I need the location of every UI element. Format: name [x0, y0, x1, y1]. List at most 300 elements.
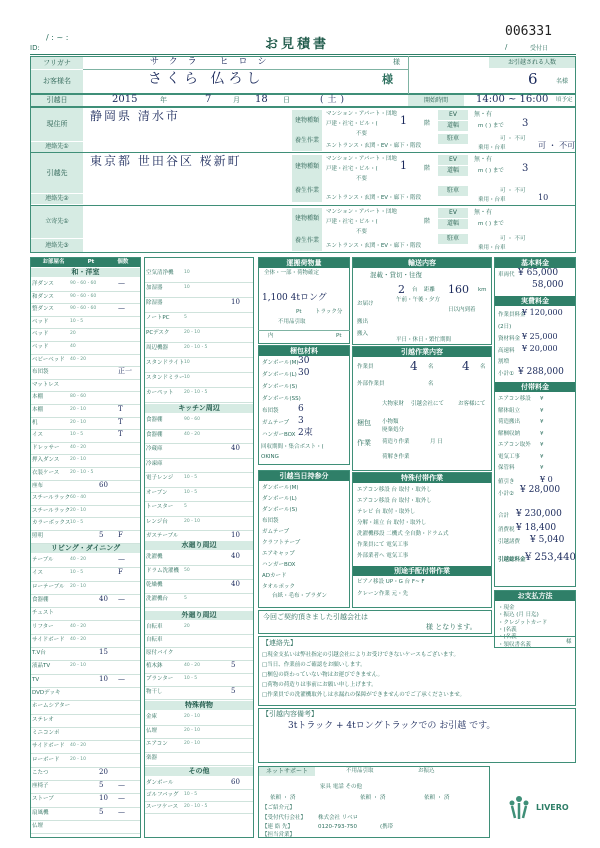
table-row	[31, 715, 140, 728]
move-year: 2015	[112, 94, 138, 105]
item-size: 20・10	[184, 330, 200, 335]
section-special: 特殊荷物	[145, 701, 253, 710]
footer-contact: 依頼 ・ 済	[360, 795, 386, 801]
item-size: 40・20	[70, 356, 86, 362]
table-row	[145, 753, 253, 767]
item-name: 冷凍庫	[146, 460, 163, 467]
table-row	[31, 518, 140, 531]
item-name: 照明	[32, 533, 44, 539]
moving-day-item: ADカード	[262, 573, 287, 579]
actual-item-label: 作業員料金	[498, 312, 526, 318]
item-size: 10	[184, 360, 190, 365]
table-row	[145, 415, 253, 430]
item-name: ドラム洗濯機	[146, 568, 179, 574]
item-name: カラーボックス	[32, 520, 71, 527]
staff-date: 月 日	[430, 439, 443, 445]
table-row	[31, 808, 140, 821]
day-unit: 日	[283, 96, 290, 104]
item-name: ベビーベッド	[32, 356, 65, 363]
table-row	[31, 342, 140, 355]
route-distance: 160	[448, 283, 469, 296]
extra-item-label: 解体組立	[498, 407, 521, 414]
extra-item-label: 保管料	[498, 465, 515, 471]
table-row	[31, 555, 140, 568]
item-size: 40	[70, 344, 76, 349]
extra-fee: ¥ 5,040	[530, 535, 565, 545]
building-type-label: 建物種類	[292, 155, 322, 179]
table-row	[145, 687, 253, 700]
pricing-header: 基本料金	[495, 258, 575, 268]
item-name: スチールラック	[32, 507, 71, 514]
special-work-row: 分解・組立 台 取付・取外し	[357, 520, 427, 526]
table-row	[145, 388, 253, 403]
item-name: 冷蔵庫	[146, 446, 163, 452]
item-name: ノートPC	[146, 315, 170, 321]
payment-option: ・(名義	[498, 634, 517, 641]
item-name: ミニコンポ	[32, 729, 60, 736]
work-type-label: 養生作業	[292, 179, 322, 202]
item-qty: —	[118, 279, 125, 287]
packing-item-value: 30	[298, 368, 310, 378]
table-row	[145, 298, 253, 313]
packing-item-name: ダンボール(M)	[262, 360, 299, 366]
table-row	[145, 473, 253, 488]
item-size: 10・5	[184, 475, 198, 480]
unknown-label: 不要	[356, 229, 368, 235]
table-row	[31, 493, 140, 506]
item-pt: 5	[99, 781, 104, 790]
item-size: 20・10・5	[184, 390, 208, 395]
table-row	[31, 661, 140, 674]
section-kitchen: キッチン周辺	[145, 404, 253, 413]
packing-item-value: 3	[298, 416, 304, 426]
extra-item-value: ¥	[540, 396, 544, 402]
grand-total: ¥ 253,440	[525, 552, 576, 563]
item-name: イス	[32, 432, 43, 439]
table-row	[145, 648, 253, 661]
route-ship: お届け	[357, 301, 374, 307]
total: ¥ 230,000	[516, 509, 562, 519]
entrance-opts: エントランス・玄関・EV・廊下・階段	[326, 243, 422, 249]
livero-logo	[500, 790, 570, 838]
item-size: 20・10	[70, 407, 86, 412]
section-water: 水廻り周辺	[145, 541, 253, 550]
item-size: 90・60・60	[70, 281, 97, 286]
table-row	[31, 317, 140, 330]
item-size: 5	[184, 596, 187, 601]
special-work-row: テレビ 台 取付・取外し	[357, 509, 416, 515]
table-row	[145, 358, 253, 373]
item-qty: —	[118, 304, 125, 313]
parking-value: 可 ・ 不可	[500, 188, 526, 194]
entrance-opts: エントランス・玄関・EV・廊下・階段	[326, 143, 422, 149]
packing-item-value: 2束	[298, 428, 313, 438]
people-unit: 名様	[556, 78, 569, 85]
road-label: 道幅	[438, 121, 468, 131]
item-name: イス	[32, 570, 43, 577]
packing-item-value: 6	[298, 404, 304, 414]
item-name: 植木鉢	[146, 663, 163, 669]
staff-area: 大物家財	[382, 401, 405, 407]
actual-item-label: 資材料金	[498, 336, 521, 342]
table-row	[145, 726, 253, 740]
special-work-row: 洗濯機移設 二機式 全自動・ドラム式	[357, 531, 449, 537]
table-row	[31, 468, 140, 481]
truck-fee: ¥ 65,000	[518, 268, 559, 278]
table-row	[31, 292, 140, 305]
item-size: 20・10	[184, 714, 200, 719]
parking-value: 可 ・ 不可	[500, 236, 526, 242]
discount2-value: ¥ 0	[540, 475, 553, 484]
contract-suffix: 様 となります。	[426, 623, 477, 631]
item-name: テーブル	[32, 557, 54, 563]
table-row	[31, 741, 140, 754]
tel-value: 0120-793-750	[318, 824, 357, 830]
packing-return: 回収期間・集合ボスト・(	[261, 444, 324, 450]
section-other: その他	[145, 767, 253, 776]
item-qty: 40	[231, 444, 240, 452]
table-row	[31, 582, 140, 595]
building-opts: マンション・アパート・団地	[326, 156, 397, 162]
moving-day-item: エアキャップ	[262, 551, 295, 557]
item-name: 仏壇	[146, 727, 158, 734]
item-size: 20・10	[70, 507, 86, 513]
item-size: 40・20	[70, 557, 86, 562]
item-qty: 10	[231, 298, 240, 306]
item-name: チェスト	[32, 610, 54, 617]
table-row	[145, 373, 253, 388]
special-piano: ピアノ移設 UP・G 台 F~ F	[357, 579, 425, 585]
table-row	[31, 304, 140, 317]
footer-request: 依頼 ・ 済	[424, 795, 450, 801]
table-row	[31, 675, 140, 688]
item-name: 物干し	[146, 689, 163, 695]
item-name: エアコン	[146, 741, 168, 747]
ev-value: 無・有	[474, 111, 493, 118]
person-label: 【担当営業】	[262, 832, 296, 838]
item-name: ローテーブル	[32, 583, 65, 590]
special-work-row: エアコン移設 台 取付・取外し	[357, 487, 432, 493]
item-name: カーペット	[146, 390, 174, 396]
move-date-label: 引越日	[31, 95, 83, 106]
item-size: 20・10	[70, 583, 86, 589]
item-name: ストーブ	[32, 796, 54, 803]
table-row	[31, 430, 140, 443]
grand-total-label: 引越総料金	[498, 557, 526, 563]
parking-distance: 10	[538, 193, 549, 202]
logo-text: LIVERO	[536, 803, 569, 812]
table-row	[31, 781, 140, 794]
truck-fee-2: 58,000	[532, 280, 564, 290]
item-size: 10・5	[70, 520, 84, 526]
item-qty: 10	[231, 531, 240, 539]
staff-drivers-unit: 名	[480, 364, 486, 370]
moving-day-item: ガムテープ	[262, 529, 290, 535]
item-name: 自転車	[146, 637, 163, 643]
transport-truck-label: トラック分	[315, 309, 343, 315]
item-qty: 40	[231, 580, 240, 588]
item-size: 20・10・5	[184, 804, 208, 809]
table-row	[145, 712, 253, 726]
origin-label: 現住所	[31, 108, 83, 141]
item-size: 20・10	[184, 518, 200, 524]
item-name: ダンボール	[146, 780, 174, 786]
item-name: ベッド	[32, 331, 49, 338]
item-size: 20・10	[70, 663, 86, 669]
table-row	[145, 594, 253, 608]
item-qty: —	[118, 594, 125, 603]
extra-item-value: ¥	[540, 465, 544, 471]
origin-contact-label: 連絡先①	[31, 142, 83, 152]
item-name: 座布	[32, 482, 44, 489]
building-opts: マンション・アパート・団地	[326, 209, 397, 215]
unknown-label: 不要	[356, 176, 368, 182]
item-name: ホームシアター	[32, 703, 71, 710]
table-row	[31, 405, 140, 418]
table-row	[145, 328, 253, 343]
ev-label: EV	[438, 110, 468, 120]
table-row	[31, 701, 140, 714]
item-name: 食器棚	[146, 431, 163, 438]
item-size: 20・10	[70, 419, 86, 425]
section-western: 和・洋室	[31, 268, 140, 277]
table-row	[31, 608, 140, 621]
moving-day-item: ダンボール(M)	[262, 485, 299, 491]
col-pt: Pt	[87, 259, 95, 265]
footer-no-need: 不用品引取	[346, 768, 374, 774]
item-name: 周辺機器	[146, 345, 169, 351]
parking-type: 乗用・台車	[478, 145, 506, 151]
customer-name-value: さくら 仏ろし	[148, 71, 265, 87]
people-value: 6	[528, 70, 538, 88]
extra-item-value: ¥	[540, 419, 544, 425]
item-name: プランター	[146, 676, 174, 682]
transport-no-need: 不用品引取	[278, 319, 306, 325]
item-name: サイドボード	[32, 636, 65, 643]
item-size: 5	[184, 504, 187, 509]
actual-item-value: ¥ 120,000	[522, 308, 563, 317]
road-unit: m ( ) まで	[478, 168, 504, 174]
item-size: 80・60	[70, 394, 86, 400]
tel-suffix: (携帯	[380, 824, 394, 830]
table-row	[31, 821, 140, 834]
payment-option: ・振込 (月 日迄)	[498, 612, 539, 619]
ev-label: EV	[438, 208, 468, 218]
extra-item-value: ¥	[540, 453, 544, 460]
item-size: 20・10	[184, 727, 200, 733]
item-size: 90・60・60	[70, 306, 97, 312]
item-name: 食器棚	[32, 596, 49, 603]
moving-day-item: クラフトテープ	[262, 540, 301, 546]
staff-outside-unit: 名	[428, 381, 434, 387]
item-size: 40・20	[70, 636, 86, 642]
subtotal-label: 小計①	[498, 371, 514, 377]
agent-label: 【受付代行会社】	[262, 815, 307, 821]
table-row	[145, 502, 253, 517]
staff-unpack: 荷解き作業	[382, 454, 410, 460]
packing-item-name: 布団袋	[262, 408, 279, 414]
item-name: 洗濯機台	[146, 596, 169, 602]
origin-address: 静岡県 清水市	[90, 109, 180, 123]
table-row	[31, 380, 140, 393]
table-row	[145, 674, 253, 687]
item-qty: 60	[231, 778, 240, 786]
table-row	[145, 566, 253, 580]
item-name: スタンドミラー	[146, 375, 185, 381]
footer-reception: 依頼 ・ 済	[270, 795, 296, 801]
item-name: ローボード	[32, 756, 60, 763]
moving-day-item: ハンガーBOX	[262, 562, 296, 568]
special-work-header: 特殊付帯作業	[353, 473, 491, 483]
building-opts2: 戸建・社宅・ビル・(	[326, 219, 378, 225]
unknown-label: 不要	[356, 131, 368, 137]
item-pt: 15	[99, 648, 108, 657]
building-type-label: 建物種類	[292, 208, 322, 230]
people-label: お引越される人数	[489, 57, 575, 68]
destination-address: 東京都 世田谷区 桜新町	[90, 154, 242, 168]
item-name: 本棚	[32, 394, 44, 401]
item-name: 乾燥機	[146, 582, 163, 588]
table-row	[31, 279, 140, 292]
month-unit: 月	[233, 96, 240, 104]
building-opts: マンション・アパート・団地	[326, 111, 397, 117]
item-name: こたつ	[32, 769, 49, 776]
item-name: 扇風機	[32, 809, 49, 816]
item-pt: 20	[99, 767, 108, 776]
floor-unit: 階	[424, 165, 431, 172]
table-row	[31, 506, 140, 519]
item-name: スチールラック	[32, 495, 71, 502]
item-name: ベッド	[32, 318, 49, 325]
item-qty: 正一	[118, 367, 132, 376]
table-row	[145, 778, 253, 790]
table-row	[145, 790, 253, 802]
extra-item-label: エアコン移設	[498, 396, 531, 402]
item-name: 洗濯機	[146, 554, 163, 560]
item-name: 和ダンス	[32, 293, 54, 300]
table-row	[145, 488, 253, 503]
packing-item-name: ガムテープ	[262, 420, 290, 426]
table-row	[145, 313, 253, 328]
note-item: □当日、作業前のご確認をお願いします。	[262, 662, 366, 668]
item-size: 20・10	[70, 756, 86, 762]
page-title: お見積書	[265, 37, 330, 52]
staff-pack: 荷造り作業	[382, 439, 410, 445]
item-pt: 60	[99, 480, 108, 489]
item-name: ドレッサー	[32, 444, 60, 451]
table-row	[31, 455, 140, 468]
table-row	[145, 580, 253, 594]
item-size: 10・5	[70, 432, 84, 438]
staff-work: 作業	[357, 439, 371, 447]
payment-option: ・(名義	[498, 626, 517, 633]
table-row	[145, 343, 253, 358]
subtotal: ¥ 288,000	[518, 367, 564, 377]
road-unit: m ( ) まで	[478, 123, 504, 129]
payment-suffix: 様	[566, 639, 572, 645]
item-name: TV	[32, 676, 40, 683]
building-type-label: 建物種類	[292, 110, 322, 131]
ev-value: 無・有	[474, 209, 493, 216]
item-name: 押入ダンス	[32, 457, 60, 464]
staff-boxing: 梱包	[357, 419, 371, 427]
item-size: 20	[184, 624, 190, 629]
parking-label: 駐車	[438, 186, 468, 196]
item-name: 楽器	[146, 754, 158, 761]
item-name: ステレオ	[32, 716, 54, 723]
item-pt: 5	[99, 807, 104, 816]
table-row	[31, 329, 140, 342]
route-distance-label: 距離	[424, 287, 436, 293]
item-qty: T	[118, 430, 123, 439]
item-size: 10・5	[184, 676, 198, 681]
special-crane: クレーン作業 元・先	[357, 591, 409, 597]
item-qty: 5	[231, 661, 236, 669]
parking-label: 駐車	[438, 234, 468, 244]
transport-pt: Pt	[296, 309, 302, 315]
stopover-contact-label: 連絡先③	[31, 239, 83, 252]
packing-item-name: ダンボール(L)	[262, 372, 297, 378]
table-row	[31, 568, 140, 581]
col-room: お部屋名	[42, 259, 65, 265]
floor-unit: 階	[424, 218, 431, 225]
transport-inside-pt: Pt	[336, 333, 342, 339]
item-size: 20・10	[70, 457, 86, 463]
staff-customer: お客様にて	[458, 401, 486, 407]
staff-workers-label: 作業員	[357, 364, 374, 370]
footer-move: お振込	[418, 768, 435, 774]
contract-text: 今回ご契約頂きました引越会社は	[263, 613, 368, 621]
estimate-number: 006331	[505, 24, 552, 39]
item-qty: F	[118, 531, 123, 539]
table-row	[31, 392, 140, 405]
route-header: 輸送内容	[353, 258, 491, 268]
footer-assistant: 【ご紹介元】	[262, 805, 296, 811]
parking-type: 乗用・台車	[478, 245, 506, 251]
staff-header: 引越作業内容	[353, 347, 491, 357]
table-row	[145, 635, 253, 648]
extra-item-value: ¥	[540, 407, 544, 414]
item-name: 布団袋	[32, 369, 49, 376]
item-size: 10	[184, 285, 190, 290]
destination-contact-label: 連絡先②	[31, 194, 83, 204]
entrance-opts: エントランス・玄関・EV・廊下・階段	[326, 195, 422, 201]
furigana-suffix: 様	[393, 58, 400, 66]
parking-type: 乗用・台車	[478, 197, 506, 203]
item-name: 机	[32, 419, 38, 426]
actual-item-label: (2日)	[498, 324, 512, 330]
packing-order: OKING	[261, 454, 279, 460]
extra-fee-label: 引越諸費	[498, 539, 521, 545]
table-row	[31, 355, 140, 368]
table-row	[31, 648, 140, 661]
subtotal2: ¥ 28,000	[520, 485, 561, 495]
actual-item-value: ¥ 20,000	[522, 344, 558, 353]
route-opts: 混載・貸切・往復	[370, 271, 422, 279]
destination-label: 引越先	[31, 153, 83, 193]
item-name: 洋ダンス	[32, 281, 54, 287]
item-pt: 10	[99, 794, 108, 803]
parking-value: 可 ・ 不可	[500, 136, 526, 142]
start-time-suffix: 頃予定	[556, 97, 573, 103]
discount2-label: 値引き	[498, 479, 515, 485]
item-name: 整ダンス	[32, 306, 54, 313]
item-qty: —	[118, 674, 125, 683]
item-name: トースター	[146, 504, 174, 510]
tel-label: 【連 絡 先】	[262, 824, 293, 830]
net-support-label: ネットサポート	[259, 767, 315, 776]
moving-day-checkbox: 台紙・毛布・プラダン	[272, 593, 328, 599]
